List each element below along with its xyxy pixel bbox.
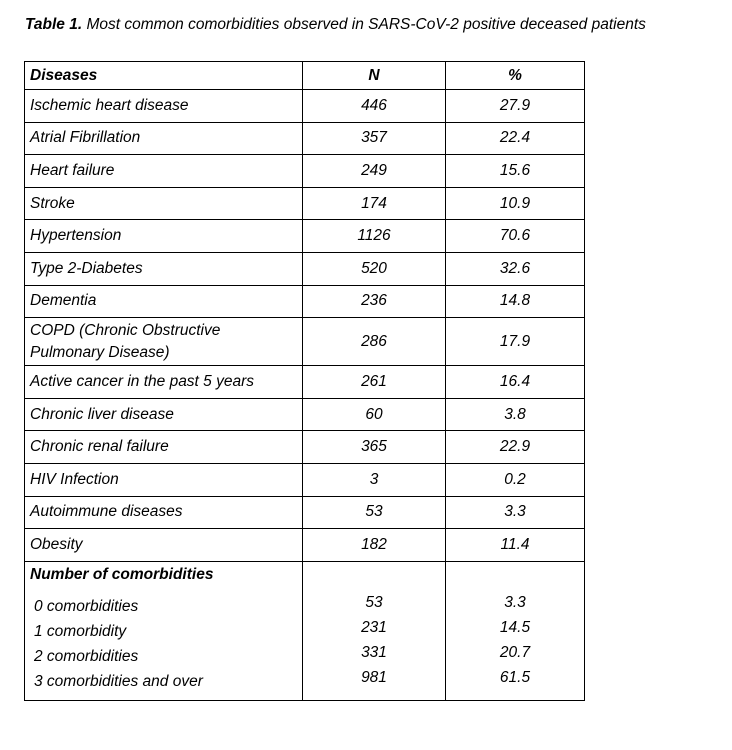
disease-n: 1126 bbox=[303, 220, 446, 253]
group-item-label: 0 comorbidities bbox=[34, 597, 139, 615]
group-labels-cell bbox=[25, 561, 303, 700]
disease-name: Stroke bbox=[25, 187, 303, 220]
disease-pct: 22.9 bbox=[446, 431, 585, 464]
disease-n: 365 bbox=[303, 431, 446, 464]
table-row bbox=[25, 90, 585, 123]
disease-pct: 22.4 bbox=[446, 122, 585, 155]
disease-name-line: Pulmonary Disease) bbox=[30, 343, 170, 361]
disease-n: 249 bbox=[303, 155, 446, 188]
table-row bbox=[25, 220, 585, 253]
disease-pct: 0.2 bbox=[446, 463, 585, 496]
disease-name: Chronic renal failure bbox=[25, 431, 303, 464]
group-item-n: 53 bbox=[365, 593, 383, 611]
table-row bbox=[25, 318, 585, 366]
table-row bbox=[25, 496, 585, 529]
group-item-label: 2 comorbidities bbox=[34, 647, 139, 665]
disease-n: 236 bbox=[303, 285, 446, 318]
disease-n: 182 bbox=[303, 529, 446, 562]
group-title: Number of comorbidities bbox=[30, 565, 214, 583]
table-row bbox=[25, 252, 585, 285]
disease-name: HIV Infection bbox=[25, 463, 303, 496]
table-caption bbox=[25, 16, 646, 34]
disease-n: 357 bbox=[303, 122, 446, 155]
table-row bbox=[25, 463, 585, 496]
table-row bbox=[25, 122, 585, 155]
table-row bbox=[25, 187, 585, 220]
disease-pct: 32.6 bbox=[446, 252, 585, 285]
table-row bbox=[25, 366, 585, 399]
disease-name: Autoimmune diseases bbox=[25, 496, 303, 529]
disease-pct: 10.9 bbox=[446, 187, 585, 220]
disease-name: Obesity bbox=[25, 529, 303, 562]
group-item-pct: 61.5 bbox=[499, 668, 531, 686]
disease-n: 60 bbox=[303, 398, 446, 431]
group-item-label: 1 comorbidity bbox=[34, 622, 127, 640]
header-diseases: Diseases bbox=[25, 62, 303, 90]
group-item-pct: 3.3 bbox=[504, 593, 526, 611]
group-item-label: 3 comorbidities and over bbox=[34, 672, 203, 690]
disease-pct: 16.4 bbox=[446, 366, 585, 399]
table-row bbox=[25, 398, 585, 431]
disease-name: Active cancer in the past 5 years bbox=[25, 366, 303, 399]
disease-pct: 27.9 bbox=[446, 90, 585, 123]
disease-pct: 17.9 bbox=[446, 318, 585, 366]
group-pct-cell bbox=[446, 561, 585, 700]
group-n-cell bbox=[303, 561, 446, 700]
disease-n: 174 bbox=[303, 187, 446, 220]
disease-pct: 3.3 bbox=[446, 496, 585, 529]
comorbidity-count-group bbox=[25, 561, 585, 700]
disease-pct: 15.6 bbox=[446, 155, 585, 188]
caption-text: Most common comorbidities observed in SARS-CoV-2 positive deceased patients bbox=[86, 16, 646, 33]
disease-name: Type 2-Diabetes bbox=[25, 252, 303, 285]
disease-pct: 11.4 bbox=[446, 529, 585, 562]
group-item-n: 231 bbox=[361, 618, 387, 636]
disease-n: 3 bbox=[303, 463, 446, 496]
disease-name: Hypertension bbox=[25, 220, 303, 253]
disease-name-line: COPD (Chronic Obstructive bbox=[30, 321, 221, 339]
comorbidities-table bbox=[24, 61, 585, 701]
disease-name bbox=[25, 318, 303, 366]
table-row bbox=[25, 155, 585, 188]
disease-name: Dementia bbox=[25, 285, 303, 318]
table-row bbox=[25, 285, 585, 318]
disease-n: 286 bbox=[303, 318, 446, 366]
disease-name: Heart failure bbox=[25, 155, 303, 188]
table-row bbox=[25, 529, 585, 562]
group-item-pct: 14.5 bbox=[499, 618, 531, 636]
disease-pct: 70.6 bbox=[446, 220, 585, 253]
disease-n: 520 bbox=[303, 252, 446, 285]
disease-name: Ischemic heart disease bbox=[25, 90, 303, 123]
header-n: N bbox=[303, 62, 446, 90]
disease-pct: 3.8 bbox=[446, 398, 585, 431]
group-item-pct: 20.7 bbox=[499, 643, 531, 661]
group-item-n: 331 bbox=[361, 643, 387, 661]
disease-n: 446 bbox=[303, 90, 446, 123]
group-item-n: 981 bbox=[361, 668, 387, 686]
disease-name: Chronic liver disease bbox=[25, 398, 303, 431]
disease-n: 261 bbox=[303, 366, 446, 399]
disease-name: Atrial Fibrillation bbox=[25, 122, 303, 155]
table-header-row bbox=[25, 62, 585, 90]
disease-n: 53 bbox=[303, 496, 446, 529]
caption-label: Table 1. bbox=[25, 16, 83, 33]
disease-pct: 14.8 bbox=[446, 285, 585, 318]
table-row bbox=[25, 431, 585, 464]
header-percent: % bbox=[446, 62, 585, 90]
